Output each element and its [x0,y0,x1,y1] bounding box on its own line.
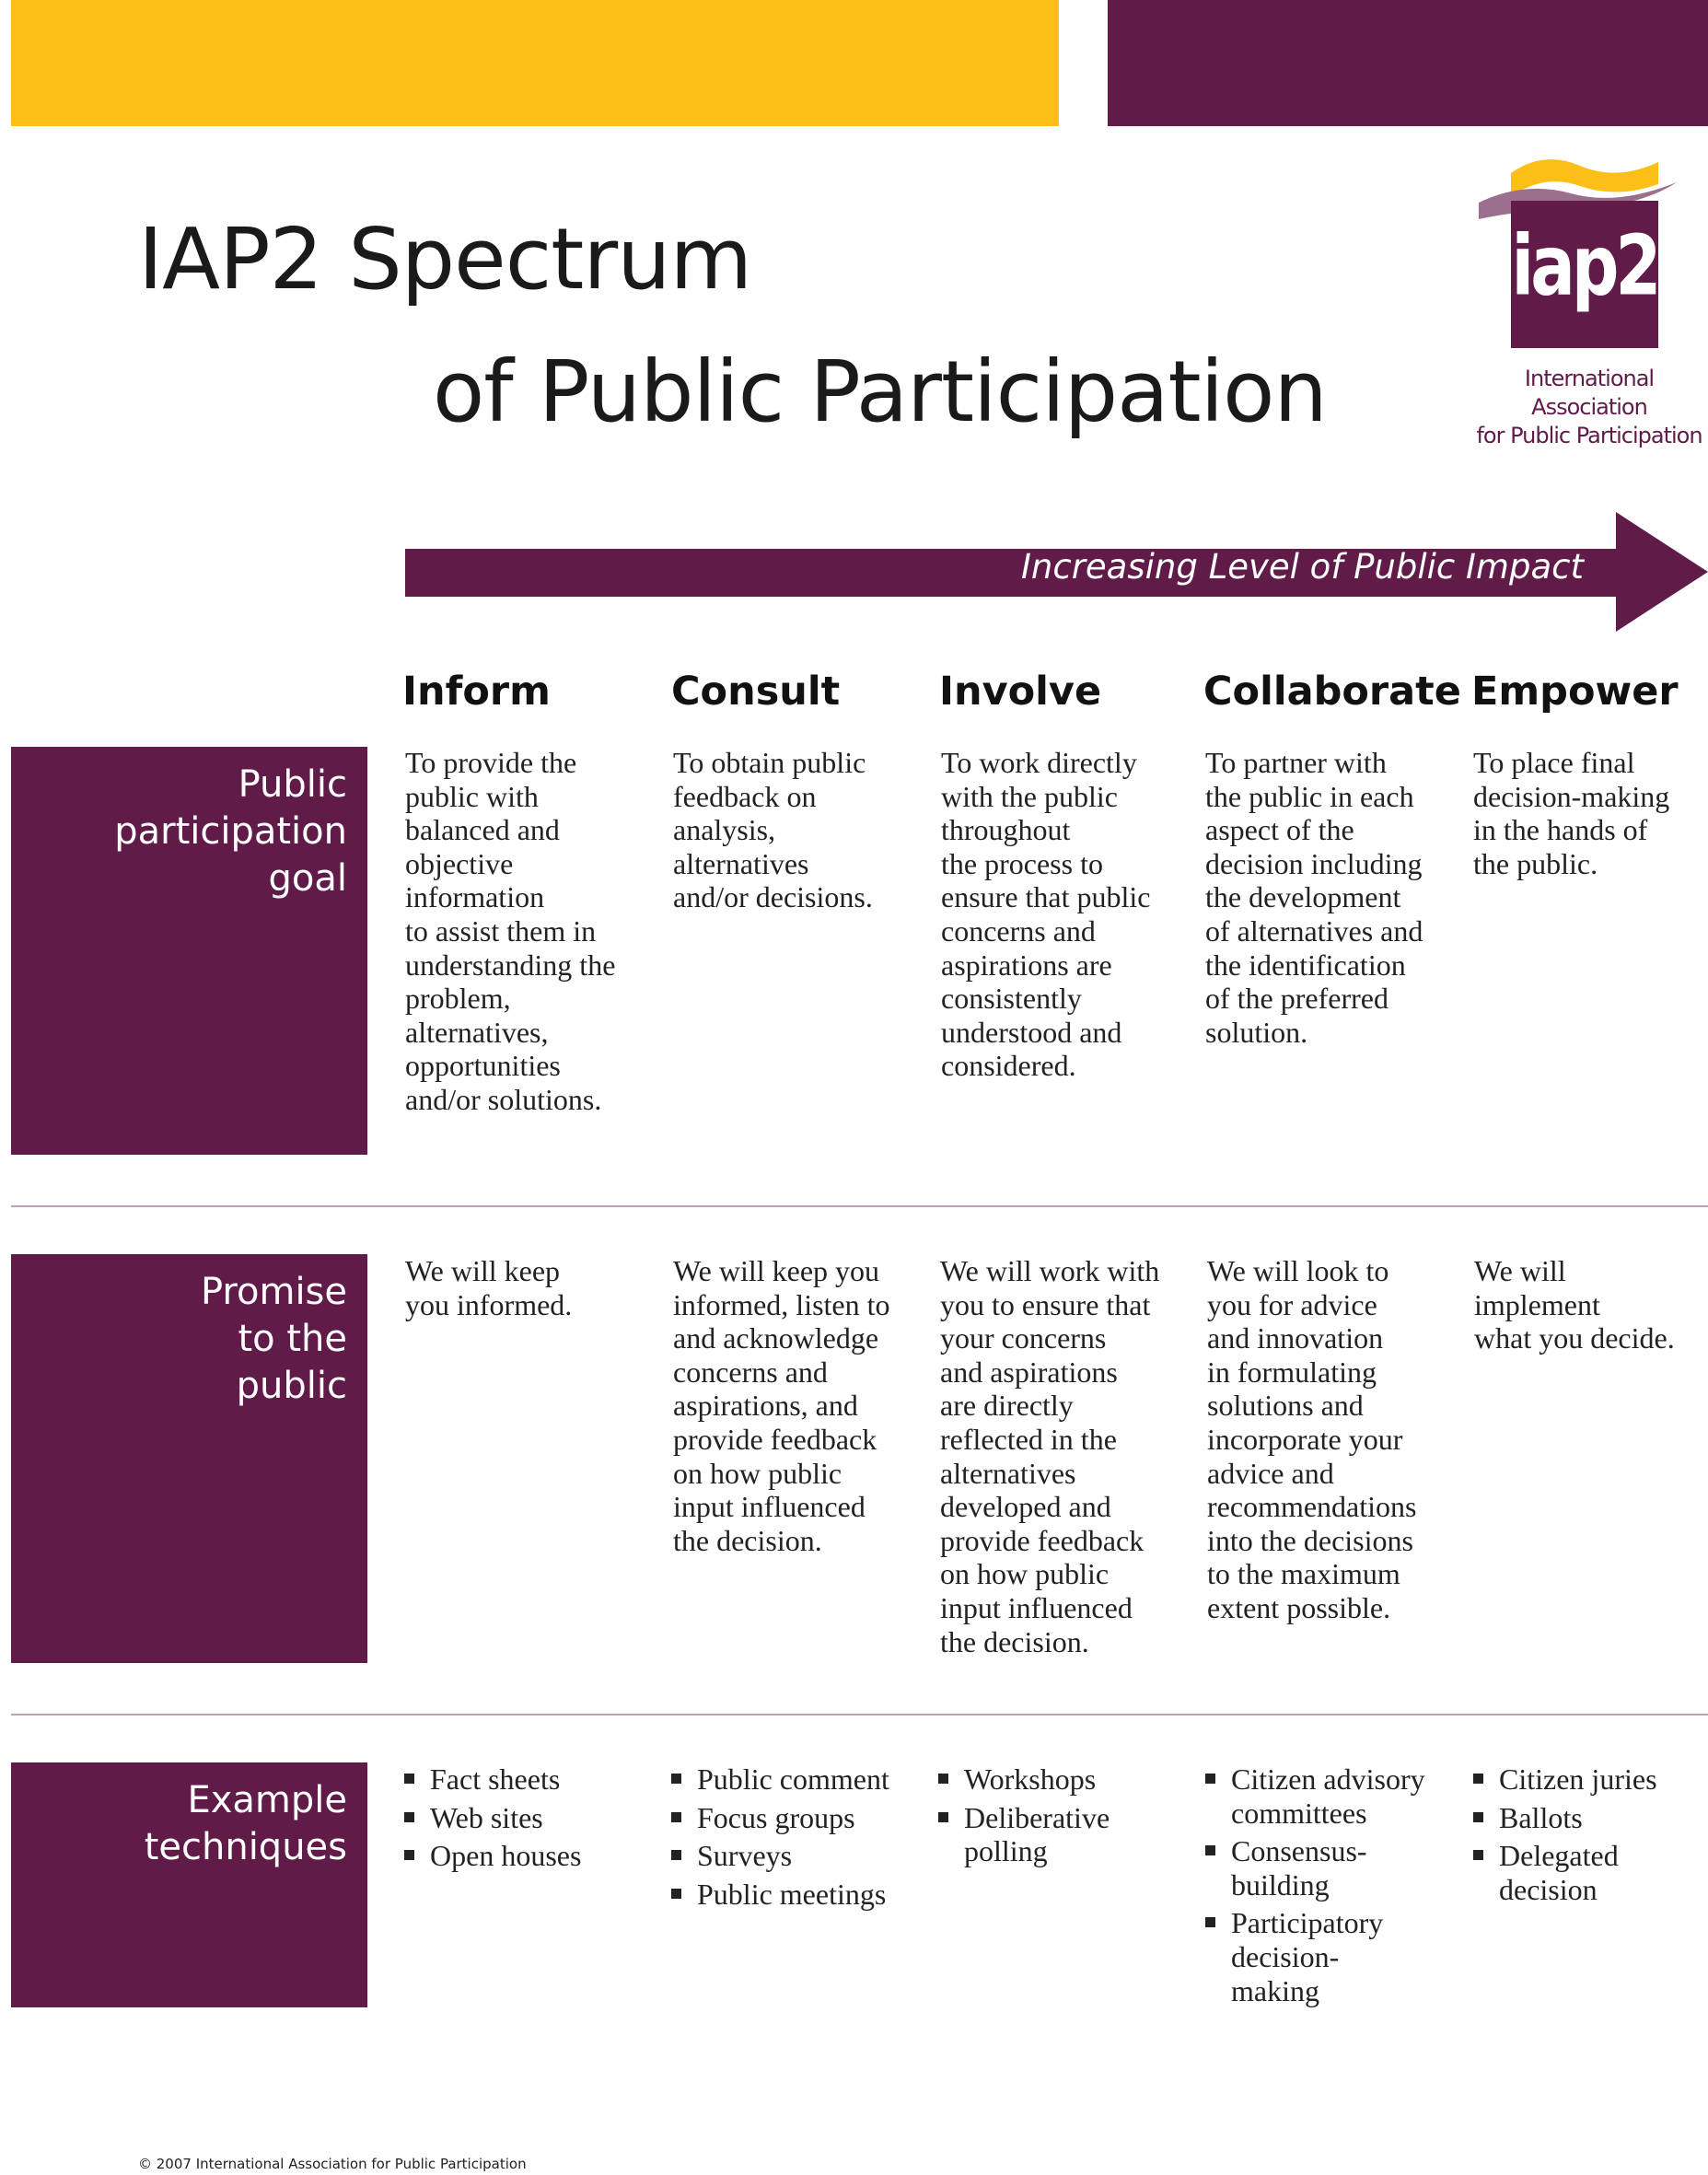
row-label-techniques: Example techniques [11,1762,367,2007]
top-yellow-bar [11,0,1059,126]
list-item: Delegated decision [1473,1839,1703,1906]
iap2-logo [1470,145,1702,448]
techniques-list-involve [938,1762,1196,1873]
promise-cell-inform: We will keep you informed. [405,1254,573,1321]
goal-cell-collaborate: To partner with the public in each aspect of the decision including the development of alternatives and the identification of the preferred solution. [1205,746,1423,1049]
column-header-inform: Inform [402,669,551,715]
list-item: Open houses [404,1839,653,1873]
row-divider-2 [11,1714,1708,1716]
column-header-consult: Consult [671,669,841,715]
list-item: Consensus- building [1205,1834,1463,1902]
list-item: Focus groups [671,1801,929,1835]
impact-arrow-label: Increasing Level of Public Impact [1021,547,1584,587]
list-item: Surveys [671,1839,929,1873]
list-item: Deliberative polling [938,1801,1196,1868]
list-item: Web sites [404,1801,653,1835]
list-item: Public meetings [671,1878,929,1912]
list-item: Public comment [671,1762,929,1797]
techniques-list-inform [404,1762,653,1878]
goal-cell-empower: To place final decision-making in the hands of the public. [1473,746,1670,880]
goal-cell-involve: To work directly with the public throughout the process to ensure that public concerns and aspirations are consistently understood and considered. [941,746,1151,1083]
promise-cell-consult: We will keep you informed, listen to and acknowledge concerns and aspirations, and provide feedback on how public input influenced the decision. [673,1254,890,1557]
list-item: Fact sheets [404,1762,653,1797]
list-item: Participatory decision- making [1205,1906,1463,2007]
page-title-line1: IAP2 Spectrum [138,210,752,308]
promise-cell-involve: We will work with you to ensure that your concerns and aspirations are directly reflected in the alternatives developed and provide feedback on how public input influenced the decision. [940,1254,1160,1658]
goal-cell-consult: To obtain public feedback on analysis, alternatives and/or decisions. [673,746,873,914]
page-title-line2: of Public Participation [433,343,1327,441]
top-purple-bar [1108,0,1708,126]
column-header-involve: Involve [939,669,1102,715]
logo-org-name [1470,365,1708,450]
promise-cell-empower: We will implement what you decide. [1474,1254,1675,1355]
logo-wordmark: iap2 [1511,216,1658,314]
list-item: Citizen juries [1473,1762,1703,1797]
logo-org-line2: for Public Participation [1476,423,1702,448]
list-item: Citizen advisory committees [1205,1762,1463,1830]
row-label-promise: Promise to the public [11,1254,367,1663]
techniques-list-empower [1473,1762,1703,1911]
list-item: Workshops [938,1762,1196,1797]
techniques-list-collaborate [1205,1762,1463,2012]
column-header-empower: Empower [1471,669,1679,715]
list-item: Ballots [1473,1801,1703,1835]
promise-cell-collaborate: We will look to you for advice and innovation in formulating solutions and incorporate your advice and recommendations into the decisions to the maximum extent possible. [1207,1254,1417,1624]
goal-cell-inform: To provide the public with balanced and objective information to assist them in understanding the problem, alternatives, opportunities and/or solutions. [405,746,616,1116]
copyright-footer: © 2007 International Association for Public Participation [138,2156,527,2172]
row-label-goal: Public participation goal [11,747,367,1155]
techniques-list-consult [671,1762,929,1915]
logo-org-line1: International Association [1524,366,1655,420]
column-header-collaborate: Collaborate [1203,669,1461,715]
row-divider-1 [11,1205,1708,1207]
